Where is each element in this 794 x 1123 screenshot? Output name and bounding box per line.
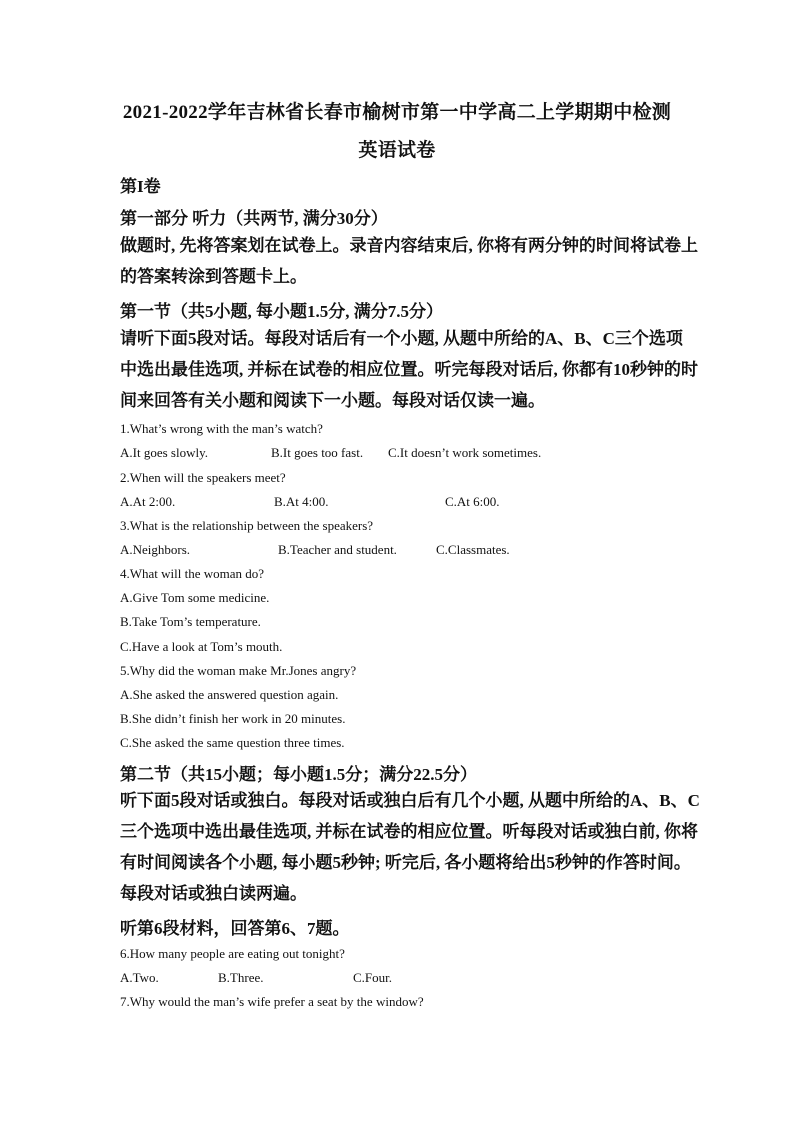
instruction-line: 有时间阅读各个小题, 每小题5秒钟; 听完后, 各小题将给出5秒钟的作答时间。	[120, 853, 691, 872]
answer-option: C.It doesn’t work sometimes.	[388, 445, 542, 460]
question-text: 7.Why would the man’s wife prefer a seat by the window?	[120, 994, 424, 1009]
answer-option: C.Have a look at Tom’s mouth.	[120, 639, 283, 654]
question-text: 5.Why did the woman make Mr.Jones angry?	[120, 663, 357, 678]
instruction-line: 的答案转涂到答题卡上。	[120, 267, 307, 286]
section2-heading: 第二节（共15小题；每小题1.5分；满分22.5分）	[120, 765, 477, 784]
question-text: 4.What will the woman do?	[120, 566, 265, 581]
section1-instructions	[120, 323, 698, 416]
answer-option: A.Two.	[120, 970, 159, 985]
instruction-line: 间来回答有关小题和阅读下一小题。每段对话仅读一遍。	[120, 391, 545, 410]
answer-option: B.Three.	[218, 970, 264, 985]
question-text: 3.What is the relationship between the speakers?	[120, 518, 374, 533]
instruction-line: 请听下面5段对话。每段对话后有一个小题, 从题中所给的A、B、C三个选项	[120, 329, 683, 348]
section2-instructions	[120, 785, 700, 909]
instruction-line: 每段对话或独白读两遍。	[120, 884, 307, 903]
answer-option: A.She asked the answered question again.	[120, 687, 339, 702]
answer-option: B.At 4:00.	[274, 494, 329, 509]
instruction-line: 三个选项中选出最佳选项, 并标在试卷的相应位置。听每段对话或独白前, 你将	[120, 822, 698, 841]
answer-option: A.Neighbors.	[120, 542, 191, 557]
instruction-line: 听下面5段对话或独白。每段对话或独白后有几个小题, 从题中所给的A、B、C	[120, 791, 700, 810]
material-heading: 听第6段材料，回答第6、7题。	[120, 919, 350, 938]
answer-option: B.It goes too fast.	[271, 445, 364, 460]
part1-heading: 第一部分 听力（共两节, 满分30分）	[120, 209, 388, 228]
question-text: 6.How many people are eating out tonight?	[120, 946, 345, 961]
answer-option: B.She didn’t finish her work in 20 minutes.	[120, 711, 346, 726]
answer-option: B.Teacher and student.	[278, 542, 397, 557]
question-text: 2.When will the speakers meet?	[120, 470, 286, 485]
answer-option: C.She asked the same question three times.	[120, 735, 345, 750]
part1-instructions	[120, 230, 698, 292]
answer-option: A.At 2:00.	[120, 494, 176, 509]
volume-label: 第I卷	[120, 177, 161, 196]
answer-option: C.At 6:00.	[445, 494, 500, 509]
question-text: 1.What’s wrong with the man’s watch?	[120, 421, 323, 436]
exam-subtitle: 英语试卷	[358, 140, 436, 161]
answer-option: C.Four.	[353, 970, 393, 985]
exam-title: 2021-2022学年吉林省长春市榆树市第一中学高二上学期期中检测	[122, 102, 672, 123]
instruction-line: 中选出最佳选项, 并标在试卷的相应位置。听完每段对话后, 你都有10秒钟的时	[120, 360, 698, 379]
answer-option: A.Give Tom some medicine.	[120, 590, 270, 605]
instruction-line: 做题时, 先将答案划在试卷上。录音内容结束后, 你将有两分钟的时间将试卷上	[120, 236, 698, 255]
answer-option: A.It goes slowly.	[120, 445, 208, 460]
answer-option: C.Classmates.	[436, 542, 510, 557]
answer-option: B.Take Tom’s temperature.	[120, 614, 261, 629]
section1-heading: 第一节（共5小题, 每小题1.5分, 满分7.5分）	[120, 302, 443, 321]
